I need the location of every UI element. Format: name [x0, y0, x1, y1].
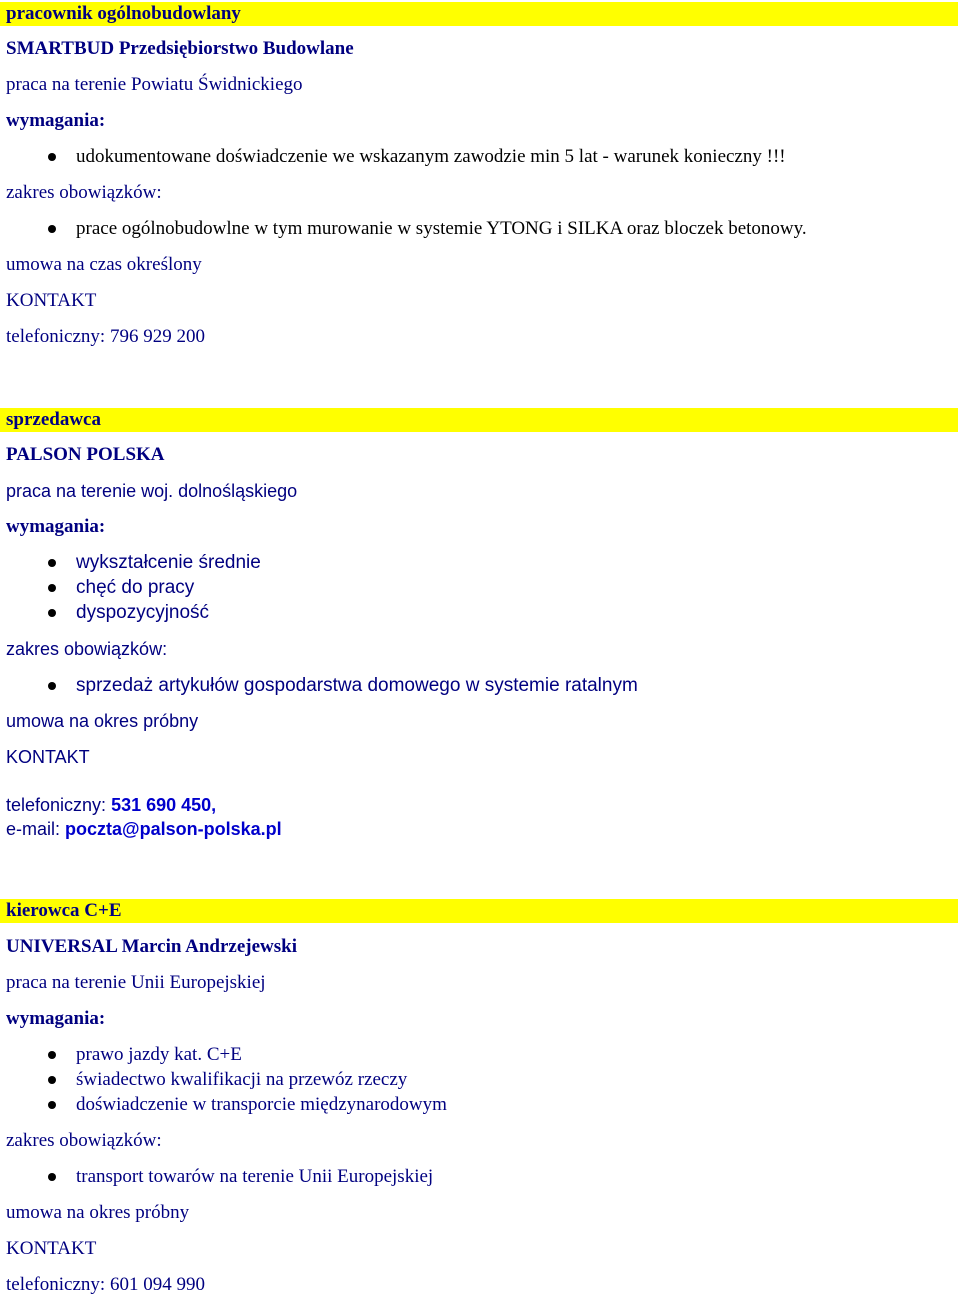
duties-label: zakres obowiązków:	[6, 182, 162, 203]
requirements-label: wymagania:	[6, 1008, 106, 1029]
bullet-icon	[48, 584, 56, 592]
requirement-item: prawo jazdy kat. C+E	[76, 1044, 242, 1065]
job-title: kierowca C+E	[6, 900, 122, 921]
bullet-icon	[48, 1101, 56, 1109]
phone-number[interactable]: 796 929 200	[109, 326, 205, 347]
requirement-item: doświadczenie w transporcie międzynarodowym	[76, 1094, 447, 1115]
contact-label: KONTAKT	[6, 747, 90, 767]
email-line	[6, 818, 282, 840]
requirement-item: chęć do pracy	[76, 577, 195, 598]
bullet-icon	[48, 225, 56, 233]
bullet-icon	[48, 682, 56, 690]
job-title-bar	[0, 899, 958, 923]
contact-label: KONTAKT	[6, 290, 97, 311]
bullet-icon	[48, 1076, 56, 1084]
phone-label: telefoniczny:	[6, 1274, 106, 1295]
contract-type: umowa na okres próbny	[6, 711, 199, 731]
job-title-bar	[0, 2, 958, 26]
contract-type: umowa na czas określony	[6, 254, 202, 275]
bullet-icon	[48, 1051, 56, 1059]
company-name: SMARTBUD Przedsiębiorstwo Budowlane	[6, 38, 354, 59]
requirement-item: dyspozycyjność	[76, 602, 210, 623]
duties-label: zakres obowiązków:	[6, 1130, 162, 1151]
contact-label: KONTAKT	[6, 1238, 97, 1259]
requirement-item: świadectwo kwalifikacji na przewóz rzeczy	[76, 1069, 408, 1090]
company-name: PALSON POLSKA	[6, 444, 165, 465]
job-location: praca na terenie Powiatu Świdnickiego	[6, 74, 303, 95]
requirement-item: wykształcenie średnie	[76, 552, 261, 573]
phone-line	[6, 794, 216, 816]
job-title-bar	[0, 408, 958, 432]
job-location: praca na terenie woj. dolnośląskiego	[6, 481, 298, 501]
phone-line	[6, 1274, 205, 1296]
company-name: UNIVERSAL Marcin Andrzejewski	[6, 936, 297, 957]
phone-label: telefoniczny:	[6, 795, 107, 815]
duties-label: zakres obowiązków:	[6, 639, 168, 659]
duty-item: sprzedaż artykułów gospodarstwa domowego w systemie ratalnym	[76, 675, 638, 696]
job-title: sprzedawca	[6, 409, 101, 430]
bullet-icon	[48, 559, 56, 567]
requirement-item: udokumentowane doświadczenie we wskazanym zawodzie min 5 lat - warunek konieczny !!!	[76, 146, 786, 167]
bullet-icon	[48, 1173, 56, 1181]
duty-item: prace ogólnobudowlne w tym murowanie w systemie YTONG i SILKA oraz bloczek betonowy.	[76, 218, 807, 239]
phone-line	[6, 326, 205, 348]
requirements-label: wymagania:	[6, 110, 106, 131]
requirements-label: wymagania:	[6, 516, 106, 537]
phone-number[interactable]: 531 690 450,	[111, 795, 217, 815]
duty-item: transport towarów na terenie Unii Europejskiej	[76, 1166, 434, 1187]
phone-number[interactable]: 601 094 990	[109, 1274, 205, 1295]
email-link[interactable]: poczta@palson-polska.pl	[65, 819, 282, 839]
bullet-icon	[48, 153, 56, 161]
job-title: pracownik ogólnobudowlany	[6, 3, 241, 24]
contract-type: umowa na okres próbny	[6, 1202, 190, 1223]
job-location: praca na terenie Unii Europejskiej	[6, 972, 266, 993]
email-label: e-mail:	[6, 819, 61, 839]
bullet-icon	[48, 609, 56, 617]
phone-label: telefoniczny:	[6, 326, 106, 347]
